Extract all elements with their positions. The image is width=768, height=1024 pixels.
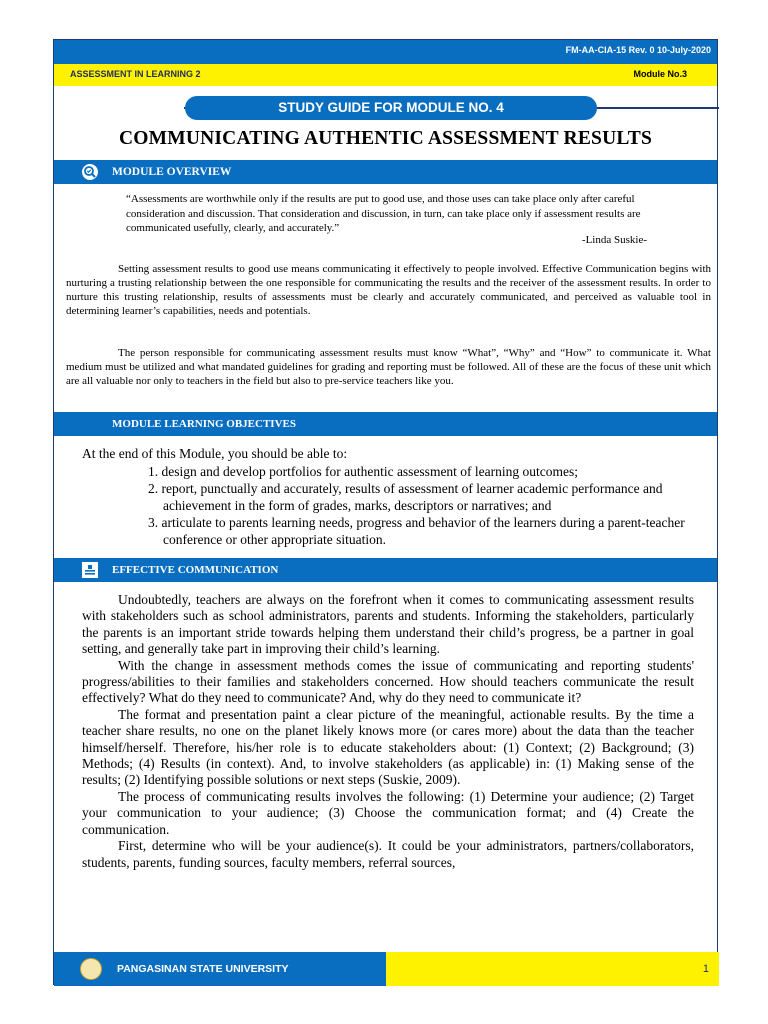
- module-number: Module No.3: [633, 69, 687, 79]
- objective-item: 1. design and develop portfolios for authentic assessment of learning outcomes;: [148, 464, 579, 479]
- overview-quote: “Assessments are worthwhile only if the results are put to good use, and those uses can take place only after careful consideration and discussion. That consideration and discussion, in turn, can take place only if assessment results are communicated usefully, clearly, and accurately.”: [126, 193, 641, 234]
- page-title: COMMUNICATING AUTHENTIC ASSESSMENT RESULTS: [118, 128, 653, 149]
- document-page: [53, 39, 718, 985]
- body-paragraph: First, determine who will be your audience(s). It could be your administrators, partners/collaborators, students, parents, funding sources, faculty members, referral sources,: [82, 838, 694, 870]
- section-bar-objectives: [54, 412, 717, 436]
- form-code: FM-AA-CIA-15 Rev. 0 10-July-2020: [565, 45, 711, 55]
- header-top-bar: [54, 40, 717, 64]
- page-number: 1: [702, 963, 709, 975]
- objectives-list: [82, 445, 702, 548]
- body-paragraph: Undoubtedly, teachers are always on the forefront when it comes to communicating assessment results with stakeholders such as school administrators, parents and students. Informing the stakeholders, particularly the parents is an important stride towards helping them understand their child’s progress, be a partner in goal setting, and generally take part in improving their child’s learning.: [82, 592, 694, 657]
- course-title: ASSESSMENT IN LEARNING 2: [70, 69, 201, 79]
- quote-attribution: -Linda Suskie-: [581, 234, 647, 246]
- overview-paragraph-1: Setting assessment results to good use means communicating it effectively to people involved. Effective Communication begins with nurturing a trusting relationship between the one responsible for communicating the results and the receiver of the assessment results. In order to nurture this trusting relationship, results of assessments must be clearly and accurately communicated, and perceived as valuable tool in determining learner’s capabilities, needs and potentials.: [66, 263, 711, 317]
- body-paragraph: The process of communicating results involves the following: (1) Determine your audience; (2) Target your communication to your audience; (3) Choose the communication format; and (4) Create the communication.: [82, 788, 694, 837]
- header-course-bar: [54, 64, 717, 86]
- section-label-objectives: MODULE LEARNING OBJECTIVES: [112, 418, 296, 430]
- section-bar-overview: [54, 160, 717, 184]
- university-name: PANGASINAN STATE UNIVERSITY: [117, 963, 289, 975]
- section-bar-effective-communication: [54, 558, 717, 582]
- footer-university-bar: [54, 952, 386, 986]
- body-paragraph: With the change in assessment methods comes the issue of communicating and reporting students' progress/abilities to their families and stakeholders concerned. How should teachers communicate the result effectively? What do they need to communicate? And, why do they need to communicate it?: [82, 657, 694, 706]
- overview-paragraph-2: The person responsible for communicating assessment results must know “What”, “Why” and “How” to communicate it. What medium must be utilized and what mandated guidelines for grading and reporting must be followed. All of these are the focus of these unit which are all valuable nor only to teachers in the field but also to pre-service teachers like you.: [66, 347, 711, 387]
- document-icon: [81, 561, 99, 579]
- objective-item: 3. articulate to parents learning needs, progress and behavior of the learners during a parent-teacher conference or other appropriate situation.: [148, 515, 685, 547]
- objective-item: 2. report, punctually and accurately, results of assessment of learner academic performance and achievement in the form of grades, marks, descriptors or narratives; and: [148, 481, 663, 513]
- section-label-overview: MODULE OVERVIEW: [112, 166, 232, 178]
- study-guide-title: STUDY GUIDE FOR MODULE NO. 4: [185, 96, 597, 120]
- section-label-effective-communication: EFFECTIVE COMMUNICATION: [112, 564, 279, 576]
- footer-page-bar: [386, 952, 719, 986]
- magnifier-icon: [81, 163, 99, 181]
- body-paragraph: The format and presentation paint a clear picture of the meaningful, actionable results. By the time a teacher share results, no one on the planet likely knows more (or cares more) about the data than the teacher himself/herself. Therefore, his/her role is to educate stakeholders about: (1) Context; (2) Background; (3) Methods; (4) Results (in context). And, to involve stakeholders (as applicable) in: (1) Making sense of the results; (2) Identifying possible solutions or next steps (Suskie, 2009).: [82, 706, 694, 788]
- effective-communication-body: [82, 592, 694, 871]
- objectives-intro: At the end of this Module, you should be able to:: [82, 446, 348, 461]
- university-seal-icon: [80, 958, 102, 980]
